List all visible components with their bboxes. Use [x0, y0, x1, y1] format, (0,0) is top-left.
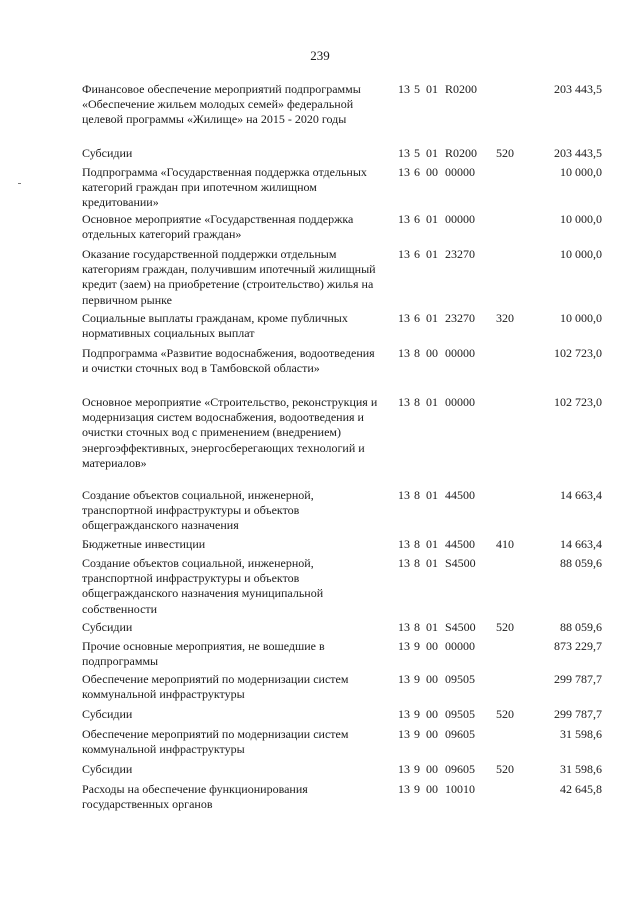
row-amount: 873 229,7 — [554, 639, 602, 653]
row-gp: 13 — [398, 82, 410, 96]
row-me: 01 — [426, 488, 438, 502]
row-sp: 8 — [414, 537, 420, 551]
row-vr: 320 — [496, 311, 514, 325]
row-gp: 13 — [398, 672, 410, 686]
row-me: 01 — [426, 82, 438, 96]
row-gp: 13 — [398, 212, 410, 226]
row-me: 00 — [426, 707, 438, 721]
row-sp: 6 — [414, 247, 420, 261]
row-sp: 8 — [414, 395, 420, 409]
row-description: Обеспечение мероприятий по модернизации систем коммунальной инфраструктуры — [82, 727, 349, 757]
table-row — [82, 146, 602, 161]
margin-mark — [18, 183, 21, 184]
row-vr: 520 — [496, 620, 514, 634]
row-me: 00 — [426, 672, 438, 686]
table-row — [82, 395, 602, 471]
row-vr: 410 — [496, 537, 514, 551]
row-amount: 102 723,0 — [554, 395, 602, 409]
row-amount: 299 787,7 — [554, 707, 602, 721]
row-dir: 10010 — [445, 782, 475, 796]
row-gp: 13 — [398, 346, 410, 360]
row-gp: 13 — [398, 639, 410, 653]
row-gp: 13 — [398, 488, 410, 502]
row-me: 01 — [426, 556, 438, 570]
row-dir: 00000 — [445, 212, 475, 226]
row-dir: 00000 — [445, 395, 475, 409]
row-dir: 09505 — [445, 707, 475, 721]
row-description: Подпрограмма «Государственная поддержка отдельных категорий граждан при ипотечном жилищном кредитовании» — [82, 165, 367, 210]
row-sp: 8 — [414, 620, 420, 634]
row-dir: 00000 — [445, 639, 475, 653]
row-description: Создание объектов социальной, инженерной, транспортной инфраструктуры и объектов общегражданского назначения — [82, 488, 314, 533]
row-description: Основное мероприятие «Строительство, реконструкция и модернизация систем водоснабжения, водоотведения и очистки сточных вод с применением (внедрением) энергоэффективных, энергосберегающих технологий и материалов» — [82, 395, 378, 470]
row-dir: 44500 — [445, 488, 475, 502]
row-me: 01 — [426, 395, 438, 409]
row-gp: 13 — [398, 762, 410, 776]
row-gp: 13 — [398, 146, 410, 160]
row-me: 01 — [426, 537, 438, 551]
row-sp: 5 — [414, 146, 420, 160]
row-me: 01 — [426, 620, 438, 634]
table-row — [82, 311, 602, 341]
row-gp: 13 — [398, 395, 410, 409]
row-sp: 9 — [414, 727, 420, 741]
row-dir: 00000 — [445, 165, 475, 179]
row-me: 01 — [426, 146, 438, 160]
row-amount: 203 443,5 — [554, 146, 602, 160]
row-amount: 203 443,5 — [554, 82, 602, 96]
row-me: 00 — [426, 762, 438, 776]
row-gp: 13 — [398, 620, 410, 634]
row-sp: 9 — [414, 762, 420, 776]
row-description: Обеспечение мероприятий по модернизации систем коммунальной инфраструктуры — [82, 672, 349, 702]
page-number: 239 — [310, 48, 330, 63]
row-sp: 9 — [414, 672, 420, 686]
row-gp: 13 — [398, 782, 410, 796]
row-description: Субсидии — [82, 146, 133, 160]
row-description: Подпрограмма «Развитие водоснабжения, водоотведения и очистки сточных вод в Тамбовской области» — [82, 346, 375, 376]
row-me: 00 — [426, 782, 438, 796]
row-amount: 31 598,6 — [560, 762, 602, 776]
row-description: Прочие основные мероприятия, не вошедшие в подпрограммы — [82, 639, 325, 669]
row-amount: 10 000,0 — [560, 311, 602, 325]
row-amount: 10 000,0 — [560, 212, 602, 226]
table-row — [82, 346, 602, 376]
row-me: 00 — [426, 727, 438, 741]
row-dir: 23270 — [445, 311, 475, 325]
row-amount: 88 059,6 — [560, 556, 602, 570]
table-row — [82, 212, 602, 242]
row-description: Оказание государственной поддержки отдельным категориям граждан, получившим ипотечный жилищный кредит (заем) на приобретение (строительство) жилья на первичном рынке — [82, 247, 376, 307]
row-sp: 6 — [414, 165, 420, 179]
row-sp: 5 — [414, 82, 420, 96]
row-sp: 8 — [414, 488, 420, 502]
row-me: 00 — [426, 346, 438, 360]
row-dir: 00000 — [445, 346, 475, 360]
table-row — [82, 727, 602, 757]
row-sp: 6 — [414, 212, 420, 226]
table-row — [82, 165, 602, 211]
row-me: 00 — [426, 165, 438, 179]
row-me: 00 — [426, 639, 438, 653]
row-description: Финансовое обеспечение мероприятий подпрограммы «Обеспечение жильем молодых семей» федеральной целевой программы «Жилище» на 2015 - 2020 годы — [82, 82, 361, 127]
row-amount: 14 663,4 — [560, 537, 602, 551]
row-me: 01 — [426, 311, 438, 325]
row-gp: 13 — [398, 727, 410, 741]
row-amount: 42 645,8 — [560, 782, 602, 796]
row-description: Социальные выплаты гражданам, кроме публичных нормативных социальных выплат — [82, 311, 348, 341]
table-row — [82, 620, 602, 635]
row-gp: 13 — [398, 707, 410, 721]
table-row — [82, 488, 602, 534]
row-dir: 09505 — [445, 672, 475, 686]
row-description: Создание объектов социальной, инженерной, транспортной инфраструктуры и объектов общегражданского назначения муниципальной собственности — [82, 556, 324, 616]
row-vr: 520 — [496, 707, 514, 721]
row-description: Субсидии — [82, 707, 133, 721]
row-amount: 102 723,0 — [554, 346, 602, 360]
table-row — [82, 537, 602, 552]
row-me: 01 — [426, 212, 438, 226]
row-sp: 8 — [414, 346, 420, 360]
row-gp: 13 — [398, 556, 410, 570]
row-gp: 13 — [398, 165, 410, 179]
table-row — [82, 247, 602, 308]
row-description: Расходы на обеспечение функционирования государственных органов — [82, 782, 308, 812]
row-amount: 299 787,7 — [554, 672, 602, 686]
row-amount: 31 598,6 — [560, 727, 602, 741]
row-description: Субсидии — [82, 620, 133, 634]
table-row — [82, 707, 602, 722]
row-amount: 10 000,0 — [560, 247, 602, 261]
row-description: Основное мероприятие «Государственная поддержка отдельных категорий граждан» — [82, 212, 354, 242]
row-sp: 6 — [414, 311, 420, 325]
row-me: 01 — [426, 247, 438, 261]
row-amount: 10 000,0 — [560, 165, 602, 179]
row-dir: R0200 — [445, 146, 478, 160]
row-dir: 09605 — [445, 762, 475, 776]
row-amount: 14 663,4 — [560, 488, 602, 502]
row-dir: 44500 — [445, 537, 475, 551]
row-sp: 9 — [414, 707, 420, 721]
row-vr: 520 — [496, 146, 514, 160]
row-dir: S4500 — [445, 620, 476, 634]
row-dir: R0200 — [445, 82, 478, 96]
table-row — [82, 762, 602, 777]
row-sp: 9 — [414, 782, 420, 796]
row-vr: 520 — [496, 762, 514, 776]
row-description: Субсидии — [82, 762, 133, 776]
row-sp: 9 — [414, 639, 420, 653]
table-row — [82, 556, 602, 617]
table-row — [82, 82, 602, 128]
row-description: Бюджетные инвестиции — [82, 537, 206, 551]
row-dir: 23270 — [445, 247, 475, 261]
row-dir: S4500 — [445, 556, 476, 570]
row-amount: 88 059,6 — [560, 620, 602, 634]
row-sp: 8 — [414, 556, 420, 570]
row-gp: 13 — [398, 247, 410, 261]
table-row — [82, 782, 602, 812]
row-gp: 13 — [398, 537, 410, 551]
table-row — [82, 639, 602, 669]
row-dir: 09605 — [445, 727, 475, 741]
row-gp: 13 — [398, 311, 410, 325]
table-row — [82, 672, 602, 702]
